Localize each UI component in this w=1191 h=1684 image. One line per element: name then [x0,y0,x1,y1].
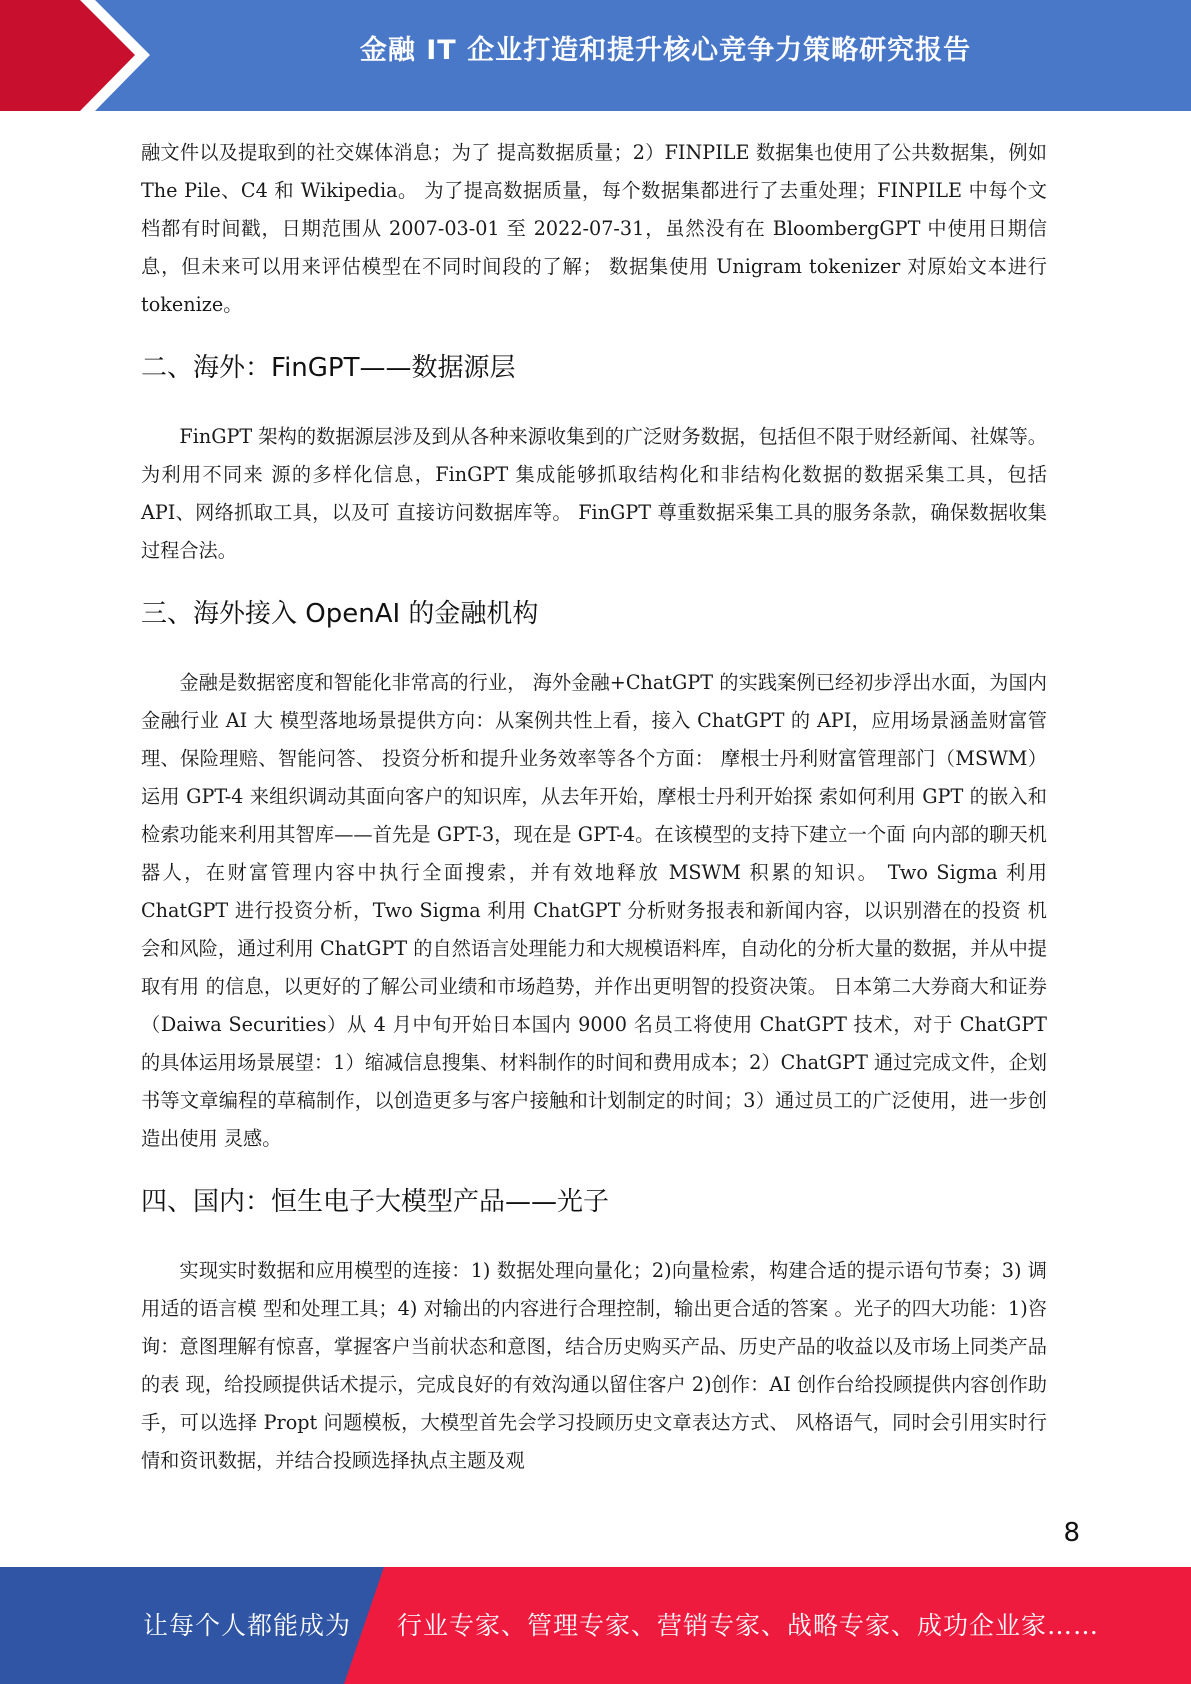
red-chevron-decoration [0,0,200,111]
section-heading-openai: 三、海外接入 OpenAI 的金融机构 [141,599,539,629]
document-body [141,134,1047,1480]
page-header [0,0,1191,111]
page-footer [0,1567,1191,1684]
section-paragraph-fingpt: FinGPT 架构的数据源层涉及到从各种来源收集到的广泛财务数据，包括但不限于财经新闻、社媒等。为利用不同来 源的多样化信息，FinGPT 集成能够抓取结构化和非结构化数据的数据采集工具，包括 API、网络抓取工具，以及可 直接访问数据库等。 FinGPT 尊重数据采集工具的服务条款，确保数据收集过程合法。 [141,425,1047,562]
section-paragraph-hundsun: 实现实时数据和应用模型的连接：1) 数据处理向量化；2)向量检索，构建合适的提示语句节奏；3) 调用适的语言模 型和处理工具；4) 对输出的内容进行合理控制，输出更合适的答案 。光子的四大功能：1)咨询：意图理解有惊喜，掌握客户当前状态和意图，结合历史购买产品、历史产品的收益以及市场上同类产品的表 现，给投顾提供话术提示，完成良好的有效沟通以留住客户 2)创作：AI 创作台给投顾提供内容创作助手，可以选择 Propt 问题模板，大模型首先会学习投顾历史文章表达方式、 风格语气，同时会引用实时行情和资讯数据，并结合投顾选择执点主题及观 [141,1259,1047,1472]
section-heading-hundsun: 四、国内：恒生电子大模型产品——光子 [141,1187,610,1217]
page-number: 8 [1063,1518,1080,1548]
section-heading-fingpt: 二、海外：FinGPT——数据源层 [141,353,516,383]
footer-slogan-left: 让每个人都能成为 [143,1611,352,1640]
report-title: 金融 IT 企业打造和提升核心竞争力策略研究报告 [359,35,972,66]
intro-paragraph: 融文件以及提取到的社交媒体消息；为了 提高数据质量；2）FINPILE 数据集也使用了公共数据集，例如 The Pile、C4 和 Wikipedia。 为了提高数据质量，每个数据集都进行了去重处理；FINPILE 中每个文档都有时间戳，日期范围从 2007-03-01 至 2022-07-31，虽然没有在 BloombergGPT 中使用日期信 息，但未来可以用来评估模型在不同时间段的了解； 数据集使用 Unigram tokenizer 对原始文本进行 tokenize。 [141,141,1047,316]
section-paragraph-openai: 金融是数据密度和智能化非常高的行业， 海外金融+ChatGPT 的实践案例已经初步浮出水面，为国内金融行业 AI 大 模型落地场景提供方向：从案例共性上看，接入 ChatGPT 的 API，应用场景涵盖财富管理、保险理赔、智能问答、 投资分析和提升业务效率等各个方面： 摩根士丹利财富管理部门（MSWM）运用 GPT-4 来组织调动其面向客户的知识库，从去年开始，摩根士丹利开始探 索如何利用 GPT 的嵌入和检索功能来利用其智库——首先是 GPT-3，现在是 GPT-4。在该模型的支持下建立一个面 向内部的聊天机器人，在财富管理内容中执行全面搜索，并有效地释放 MSWM 积累的知识。 Two Sigma 利用 ChatGPT 进行投资分析，Two Sigma 利用 ChatGPT 分析财务报表和新闻内容，以识别潜在的投资 机会和风险，通过利用 ChatGPT 的自然语言处理能力和大规模语料库，自动化的分析大量的数据，并从中提取有用 的信息，以更好的了解公司业绩和市场趋势，并作出更明智的投资决策。 日本第二大券商大和证券（Daiwa Securities）从 4 月中旬开始日本国内 9000 名员工将使用 ChatGPT 技术，对于 ChatGPT 的具体运用场景展望：1）缩减信息搜集、材料制作的时间和费用成本；2）ChatGPT 通过完成文件，企划 书等文章编程的草稿制作，以创造更多与客户接触和计划制定的时间；3）通过员工的广泛使用，进一步创造出使用 灵感。 [141,671,1047,1150]
footer-slogan-right: 行业专家、管理专家、营销专家、战略专家、成功企业家…… [397,1611,1100,1640]
